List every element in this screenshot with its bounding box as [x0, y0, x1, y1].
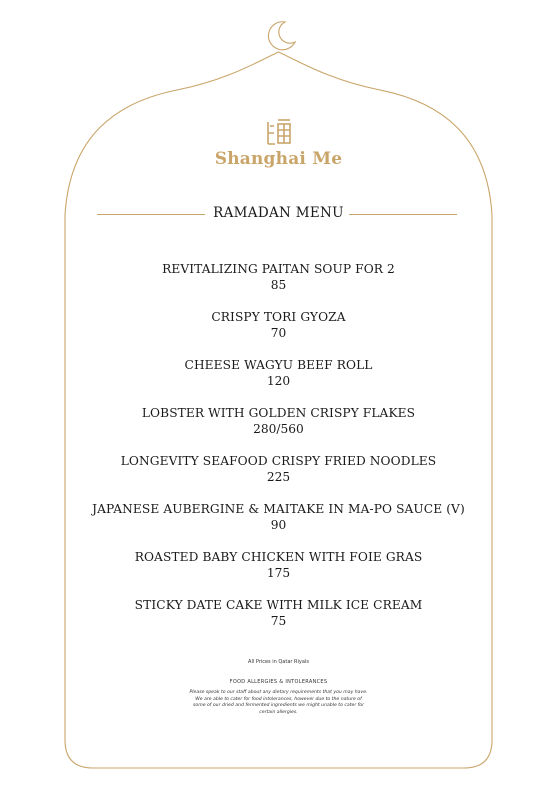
menu-item [0, 453, 557, 501]
menu-item-name: JAPANESE AUBERGINE & MAITAKE IN MA-PO SAUCE (V) [92, 502, 465, 516]
menu-item-name: STICKY DATE CAKE WITH MILK ICE CREAM [134, 598, 423, 612]
menu-item-name: LOBSTER WITH GOLDEN CRISPY FLAKES [141, 406, 416, 420]
menu-item-price: 225 [266, 470, 291, 484]
menu-item-price: 85 [270, 278, 287, 292]
menu-item [0, 261, 557, 309]
heading-rule-right [349, 214, 457, 215]
prices-note: All Prices in Qatar Riyals [248, 659, 309, 665]
allergy-title: FOOD ALLERGIES & INTOLERANCES [229, 679, 328, 685]
menu-item [0, 309, 557, 357]
menu-item [0, 405, 557, 453]
menu-item-name: CRISPY TORI GYOZA [211, 310, 346, 324]
menu-item-price: 120 [266, 374, 291, 388]
shanghai-me-logo-mark [266, 118, 292, 146]
menu-item [0, 549, 557, 597]
crescent-moon-icon [268, 22, 295, 50]
menu-items-list [0, 261, 557, 645]
menu-item-price: 90 [270, 518, 287, 532]
menu-footer [0, 659, 557, 716]
menu-item [0, 357, 557, 405]
brand-logo [0, 118, 557, 169]
menu-item-name: REVITALIZING PAITAN SOUP FOR 2 [162, 262, 395, 276]
menu-item-price: 280/560 [253, 422, 304, 436]
menu-item-name: CHEESE WAGYU BEEF ROLL [184, 358, 373, 372]
menu-item-name: ROASTED BABY CHICKEN WITH FOIE GRAS [134, 550, 423, 564]
menu-item-name: LONGEVITY SEAFOOD CRISPY FRIED NOODLES [120, 454, 437, 468]
menu-title: RAMADAN MENU [213, 205, 344, 221]
menu-item-price: 175 [266, 566, 291, 580]
allergy-notice: Please speak to our staff about any dietary requirements that you may have. We are able to cater for food intolerances, however due to the nature of some of our dried and fermented ingredients we might unable to cater for certain allergies. [189, 690, 368, 715]
menu-item-price: 75 [270, 614, 287, 628]
menu-item [0, 597, 557, 645]
brand-name: Shanghai Me [214, 149, 343, 169]
menu-item-price: 70 [270, 326, 287, 340]
menu-item [0, 501, 557, 549]
